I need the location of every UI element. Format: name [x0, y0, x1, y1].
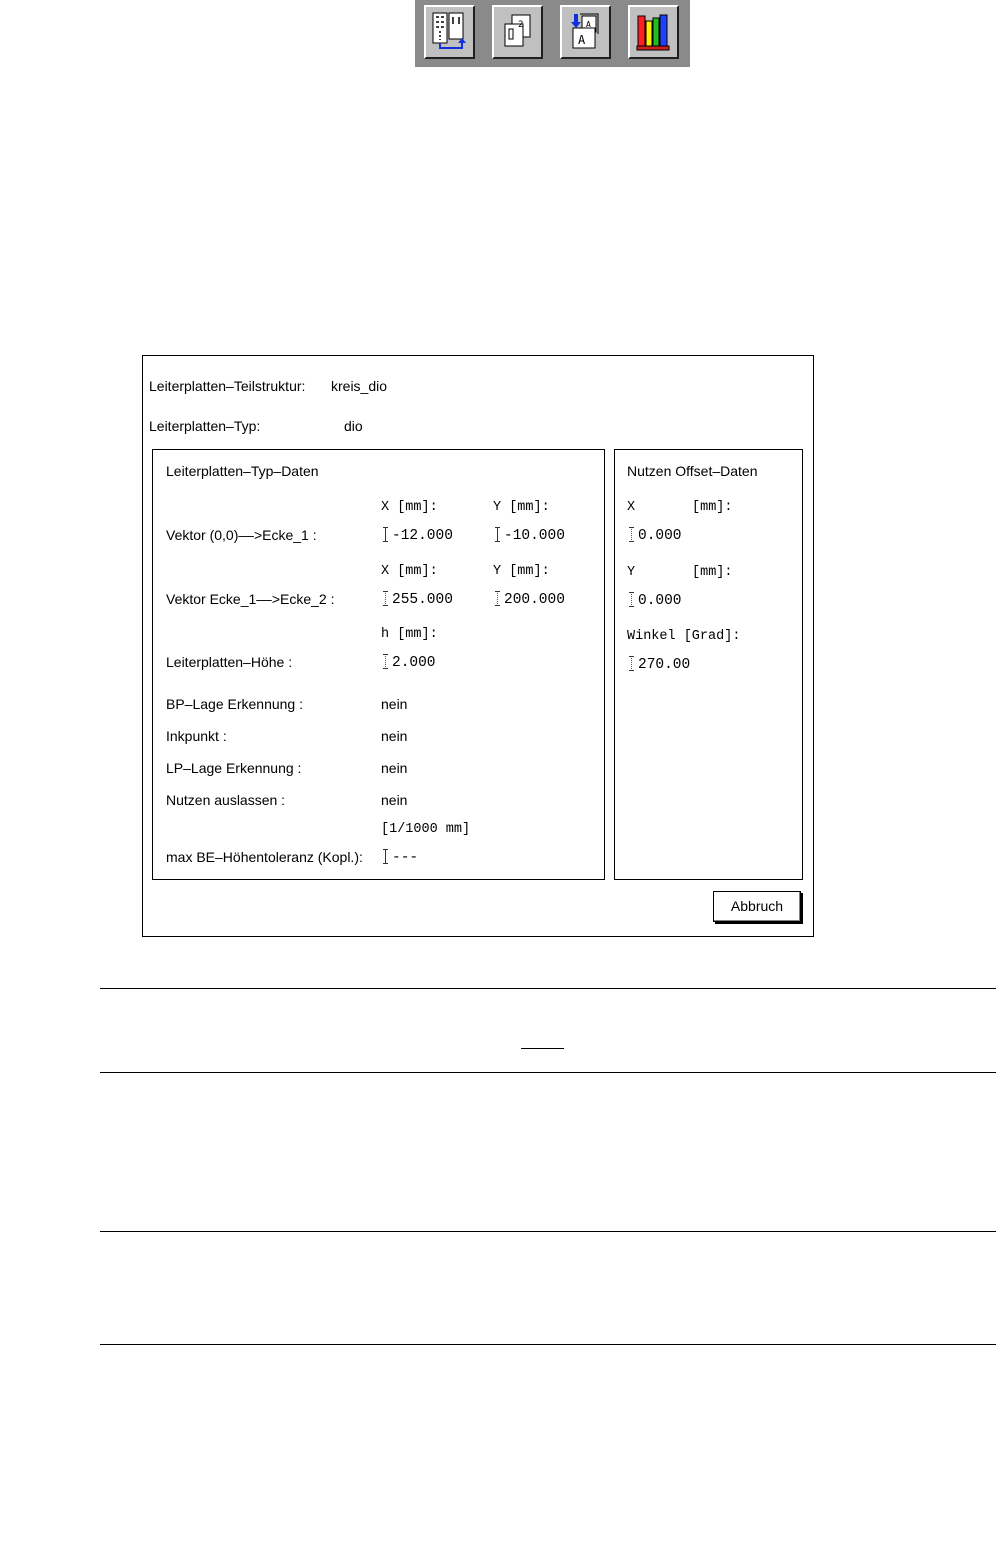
- vector2-label: Vektor Ecke_1––>Ecke_2 :: [166, 591, 335, 607]
- vector1-x-field[interactable]: [385, 524, 453, 544]
- vector1-label: Vektor (0,0)––>Ecke_1 :: [166, 527, 317, 543]
- offset-y-field[interactable]: [631, 589, 682, 609]
- skip-panel-label: Nutzen auslassen :: [166, 792, 286, 808]
- offset-x-field[interactable]: [631, 524, 682, 544]
- vector2-x-value: 255.000: [392, 592, 453, 608]
- divider: [100, 1231, 996, 1232]
- offset-x-label: X: [627, 500, 636, 515]
- divider: [100, 1072, 996, 1073]
- y-mm-header-2: Y [mm]:: [493, 564, 550, 579]
- height-field[interactable]: [385, 651, 436, 671]
- vector1-y-value: -10.000: [504, 528, 565, 544]
- offset-x-value: 0.000: [638, 528, 682, 544]
- document-number-button[interactable]: [492, 5, 543, 59]
- type-label: Leiterplatten–Typ:: [149, 418, 261, 434]
- angle-value: 270.00: [638, 657, 691, 673]
- type-data-title: Leiterplatten–Typ–Daten: [166, 463, 319, 479]
- type-value: dio: [344, 418, 363, 434]
- document-import-button[interactable]: [560, 5, 611, 59]
- text-caret-icon: [385, 849, 391, 864]
- divider: [100, 1344, 996, 1345]
- toolbar: [415, 0, 690, 67]
- text-caret-icon: [385, 527, 391, 542]
- lp-detection-label: LP–Lage Erkennung :: [166, 760, 302, 776]
- svg-text:A: A: [586, 20, 591, 29]
- y-mm-header: Y [mm]:: [493, 500, 550, 515]
- offset-data-panel: [614, 449, 803, 880]
- svg-text:2: 2: [518, 20, 524, 30]
- text-caret-icon: [385, 654, 391, 669]
- tolerance-value: ---: [392, 850, 419, 866]
- tolerance-field[interactable]: [385, 846, 418, 866]
- height-value: 2.000: [392, 655, 436, 671]
- layout-transfer-icon: [432, 12, 468, 52]
- bp-detection-label: BP–Lage Erkennung :: [166, 696, 303, 712]
- x-mm-header: X [mm]:: [381, 500, 438, 515]
- vector1-x-value: -12.000: [392, 528, 453, 544]
- divider: [100, 988, 996, 989]
- offset-x-unit: [mm]:: [692, 500, 733, 515]
- height-label: Leiterplatten–Höhe :: [166, 654, 293, 670]
- dialog: [142, 355, 814, 937]
- vector2-y-value: 200.000: [504, 592, 565, 608]
- text-caret-icon: [497, 527, 503, 542]
- document-a-import-icon: [568, 12, 604, 52]
- library-button[interactable]: [628, 5, 679, 59]
- offset-y-value: 0.000: [638, 593, 682, 609]
- offset-y-label: Y: [627, 565, 636, 580]
- tolerance-unit: [1/1000 mm]: [381, 822, 471, 837]
- lp-detection-value[interactable]: nein: [381, 760, 408, 776]
- offset-data-title: Nutzen Offset–Daten: [627, 463, 758, 479]
- text-caret-icon: [631, 592, 637, 607]
- tolerance-label: max BE–Höhentoleranz (Kopl.):: [166, 849, 363, 865]
- substructure-value: kreis_dio: [331, 378, 388, 394]
- ink-point-label: Inkpunkt :: [166, 728, 227, 744]
- angle-label: Winkel [Grad]:: [627, 629, 741, 644]
- layout-transfer-button[interactable]: [424, 5, 475, 59]
- vector1-y-field[interactable]: [497, 524, 565, 544]
- substructure-label: Leiterplatten–Teilstruktur:: [149, 378, 306, 394]
- type-data-panel: [152, 449, 605, 880]
- short-divider: [521, 1048, 564, 1049]
- text-caret-icon: [631, 656, 637, 671]
- x-mm-header-2: X [mm]:: [381, 564, 438, 579]
- ink-point-value[interactable]: nein: [381, 728, 408, 744]
- library-books-icon: [636, 12, 672, 52]
- h-mm-header: h [mm]:: [381, 627, 438, 642]
- cancel-button[interactable]: Abbruch: [713, 891, 801, 922]
- text-caret-icon: [497, 591, 503, 606]
- vector2-y-field[interactable]: [497, 588, 565, 608]
- text-caret-icon: [385, 591, 391, 606]
- vector2-x-field[interactable]: [385, 588, 453, 608]
- svg-text:A: A: [578, 33, 586, 47]
- offset-y-unit: [mm]:: [692, 565, 733, 580]
- angle-field[interactable]: [631, 653, 690, 673]
- bp-detection-value[interactable]: nein: [381, 696, 408, 712]
- skip-panel-value[interactable]: nein: [381, 792, 408, 808]
- text-caret-icon: [631, 527, 637, 542]
- document-number-icon: [500, 12, 536, 52]
